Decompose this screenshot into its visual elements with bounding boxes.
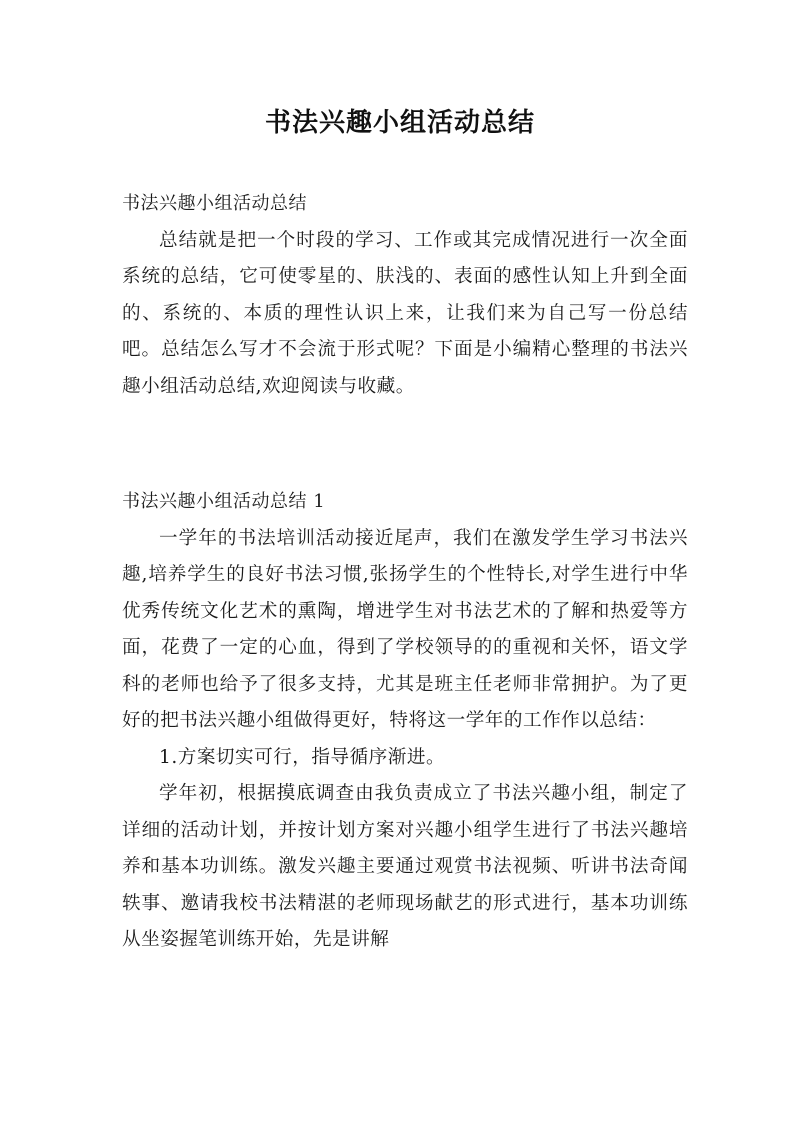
intro-section <box>122 186 688 405</box>
intro-paragraph: 总结就是把一个时段的学习、工作或其完成情况进行一次全面系统的总结，它可使零星的、肤浅的、表面的感性认知上升到全面的、系统的、本质的理性认识上来，让我们来为自己写一份总结吧。总结怎么写才不会流于形式呢？下面是小编精心整理的书法兴趣小组活动总结,欢迎阅读与收藏。 <box>122 229 688 397</box>
section-1-point-1: 1.方案切实可行，指导循序渐进。 <box>159 746 446 768</box>
section-1-paragraph-1: 一学年的书法培训活动接近尾声，我们在激发学生学习书法兴趣,培养学生的良好书法习惯,张扬学生的个性特长,对学生进行中华优秀传统文化艺术的熏陶，增进学生对书法艺术的了解和热爱等方面，花费了一定的心血，得到了学校领导的的重视和关怀，语文学科的老师也给予了很多支持，尤其是班主任老师非常拥护。为了更好的把书法兴趣小组做得更好，特将这一学年的工作作以总结： <box>122 527 688 731</box>
document-title: 书法兴趣小组活动总结 <box>264 108 535 138</box>
section-1-paragraph-2: 学年初，根据摸底调查由我负责成立了书法兴趣小组，制定了详细的活动计划，并按计划方案对兴趣小组学生进行了书法兴趣培养和基本功训练。激发兴趣主要通过观赏书法视频、听讲书法奇闻轶事、邀请我校书法精湛的老师现场献艺的形式进行，基本功训练从坐姿握笔训练开始，先是讲解 <box>122 783 688 950</box>
intro-heading: 书法兴趣小组活动总结 <box>122 193 307 214</box>
section-1-heading: 书法兴趣小组活动总结 1 <box>122 491 326 512</box>
section-1 <box>122 484 688 959</box>
